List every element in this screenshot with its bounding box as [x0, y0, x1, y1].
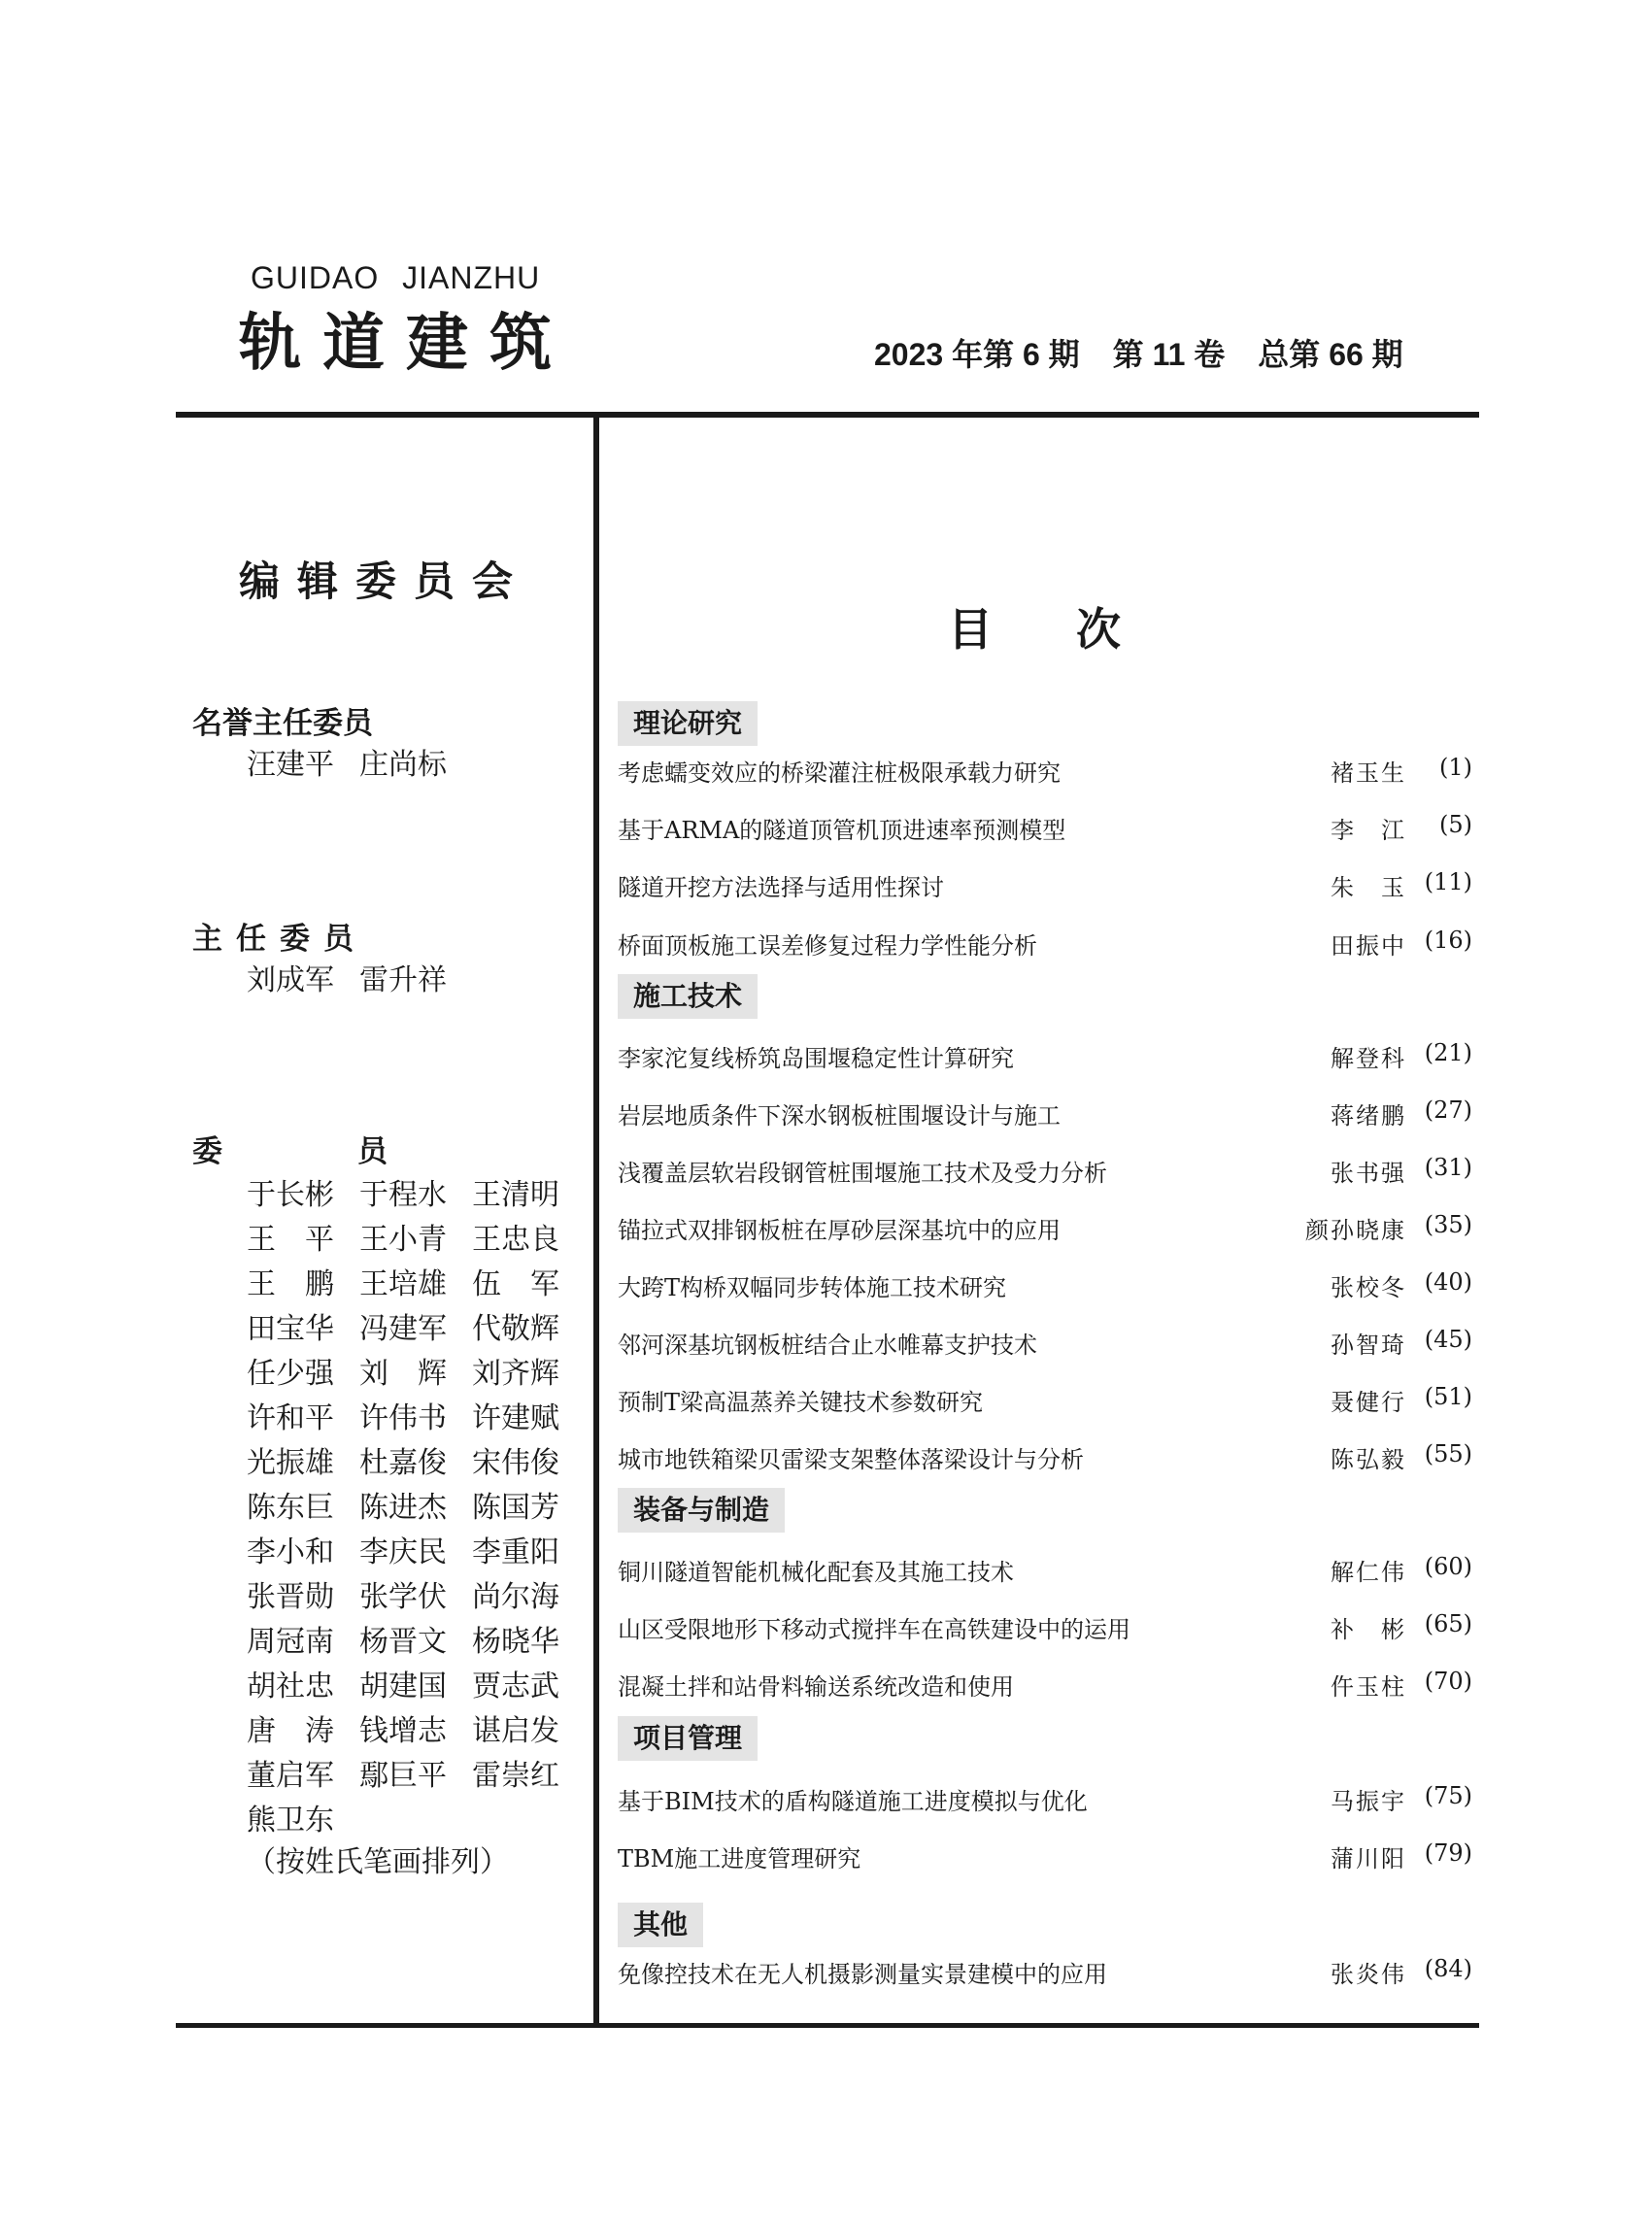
person-name: 许建赋 — [472, 1401, 559, 1435]
toc-entry — [618, 1326, 1472, 1365]
person-name: 贾志武 — [472, 1670, 559, 1703]
article-page: (35) — [1424, 1211, 1472, 1238]
person-name: 尚尔海 — [472, 1580, 559, 1614]
person-name: 王 鹏 — [247, 1267, 334, 1301]
article-author: 补 彬 — [1331, 1616, 1406, 1643]
members-row — [247, 1438, 577, 1483]
person-name: 刘成军 — [247, 963, 334, 997]
total-issue: 总第 66 期 — [1258, 337, 1403, 372]
article-author: 蒋绪鹏 — [1331, 1102, 1406, 1130]
toc-section-heading: 理论研究 — [618, 701, 758, 746]
toc-entry — [618, 1096, 1472, 1135]
article-title: 桥面顶板施工误差修复过程力学性能分析 — [618, 932, 1037, 960]
article-page: (75) — [1424, 1782, 1472, 1809]
toc-title: 目次 — [948, 603, 1204, 656]
article-page: (70) — [1424, 1668, 1472, 1695]
year-issue: 2023 年第 6 期 — [874, 337, 1080, 372]
person-name: 陈东巨 — [247, 1491, 334, 1525]
person-name: 王 平 — [247, 1223, 334, 1257]
toc-entry — [618, 927, 1472, 965]
person-name: 任少强 — [247, 1357, 334, 1391]
article-title: 锚拉式双排钢板桩在厚砂层深基坑中的应用 — [618, 1217, 1061, 1244]
bottom-rule — [176, 2023, 1479, 2028]
article-page: (40) — [1424, 1268, 1472, 1296]
article-title: 山区受限地形下移动式搅拌车在高铁建设中的运用 — [618, 1616, 1130, 1643]
toc-entry — [618, 1211, 1472, 1250]
article-title: 隧道开挖方法选择与适用性探讨 — [618, 874, 944, 901]
article-author: 蒲川阳 — [1331, 1845, 1406, 1872]
person-name: 于程水 — [359, 1178, 447, 1212]
person-name: 宋伟俊 — [472, 1446, 559, 1480]
director-label: 主任委员 — [192, 922, 367, 957]
article-page: (16) — [1424, 927, 1472, 954]
person-name: 汪建平 — [247, 748, 334, 782]
person-name: 张学伏 — [359, 1580, 447, 1614]
toc-entry — [618, 1782, 1472, 1821]
article-author: 陈弘毅 — [1331, 1446, 1406, 1473]
person-name: 杨晓华 — [472, 1625, 559, 1659]
members-row — [247, 1617, 577, 1662]
person-name: 董启军 — [247, 1759, 334, 1793]
person-name: 于长彬 — [247, 1178, 334, 1212]
person-name: 雷升祥 — [359, 963, 447, 997]
ordering-note: （按姓氏笔画排列） — [247, 1845, 509, 1879]
toc-section-heading: 项目管理 — [618, 1716, 758, 1761]
person-name: 光振雄 — [247, 1446, 334, 1480]
article-page: (65) — [1424, 1610, 1472, 1637]
toc-entry — [618, 1955, 1472, 1994]
article-title: 邻河深基坑钢板桩结合止水帷幕支护技术 — [618, 1332, 1037, 1359]
issue-info — [874, 330, 1418, 375]
toc-entry — [618, 1553, 1472, 1592]
toc-entry — [618, 1154, 1472, 1193]
article-title: 浅覆盖层软岩段钢管桩围堰施工技术及受力分析 — [618, 1160, 1107, 1187]
article-title: 铜川隧道智能机械化配套及其施工技术 — [618, 1559, 1014, 1586]
members-row — [247, 1528, 577, 1572]
article-author: 张校冬 — [1331, 1274, 1406, 1301]
person-name: 伍 军 — [472, 1267, 559, 1301]
toc-entry — [618, 1039, 1472, 1078]
person-name: 杜嘉俊 — [359, 1446, 447, 1480]
article-title: 免像控技术在无人机摄影测量实景建模中的应用 — [618, 1961, 1107, 1988]
article-page: (27) — [1424, 1096, 1472, 1124]
article-author: 张炎伟 — [1331, 1961, 1406, 1988]
toc-section-heading: 其他 — [618, 1903, 703, 1947]
article-title: 城市地铁箱梁贝雷梁支架整体落梁设计与分析 — [618, 1446, 1084, 1473]
article-title: 基于BIM技术的盾构隧道施工进度模拟与优化 — [618, 1788, 1088, 1815]
person-name: 陈进杰 — [359, 1491, 447, 1525]
article-author: 张书强 — [1331, 1160, 1406, 1187]
person-name: 李重阳 — [472, 1535, 559, 1569]
person-name: 胡建国 — [359, 1670, 447, 1703]
members-label-char: 委 — [192, 1134, 222, 1169]
toc-entry — [618, 1610, 1472, 1649]
members-row — [247, 1796, 577, 1840]
members-row — [247, 1483, 577, 1528]
toc-entry — [618, 1268, 1472, 1307]
article-author: 仵玉柱 — [1331, 1673, 1406, 1701]
article-page: (5) — [1439, 811, 1472, 838]
top-rule — [176, 412, 1479, 418]
toc-entry — [618, 754, 1472, 793]
article-author: 马振宇 — [1331, 1788, 1406, 1815]
members-row — [247, 1572, 577, 1617]
volume: 第 11 卷 — [1112, 337, 1226, 372]
column-divider — [593, 416, 599, 2026]
person-name: 王忠良 — [472, 1223, 559, 1257]
article-author: 朱 玉 — [1331, 874, 1406, 901]
toc-entry — [618, 811, 1472, 850]
members-row — [247, 1662, 577, 1706]
article-author: 颜孙晓康 — [1305, 1217, 1406, 1244]
person-name: 冯建军 — [359, 1312, 447, 1346]
journal-title: 轨道建筑 — [239, 308, 573, 380]
article-page: (21) — [1424, 1039, 1472, 1066]
members-row — [247, 1394, 577, 1438]
person-name: 张晋勋 — [247, 1580, 334, 1614]
article-page: (45) — [1424, 1326, 1472, 1353]
article-title: TBM施工进度管理研究 — [618, 1845, 861, 1872]
person-name: 许和平 — [247, 1401, 334, 1435]
person-name: 杨晋文 — [359, 1625, 447, 1659]
toc-entry — [618, 1839, 1472, 1878]
article-page: (60) — [1424, 1553, 1472, 1580]
person-name: 王培雄 — [359, 1267, 447, 1301]
members-row — [247, 1751, 577, 1796]
members-row — [247, 1349, 577, 1394]
toc-entry — [618, 868, 1472, 907]
members-row — [247, 1170, 577, 1215]
honorary-names — [247, 740, 577, 785]
article-author: 解仁伟 — [1331, 1559, 1406, 1586]
person-name: 谌启发 — [472, 1714, 559, 1748]
person-name: 许伟书 — [359, 1401, 447, 1435]
person-name: 王清明 — [472, 1178, 559, 1212]
article-title: 岩层地质条件下深水钢板桩围堰设计与施工 — [618, 1102, 1061, 1130]
article-page: (31) — [1424, 1154, 1472, 1181]
person-name: 李庆民 — [359, 1535, 447, 1569]
article-page: (51) — [1424, 1383, 1472, 1410]
person-name: 代敬辉 — [472, 1312, 559, 1346]
toc-entry — [618, 1668, 1472, 1706]
person-name: 钱增志 — [359, 1714, 447, 1748]
article-page: (84) — [1424, 1955, 1472, 1982]
person-name: 鄢巨平 — [359, 1759, 447, 1793]
toc-entry — [618, 1383, 1472, 1422]
members-row — [247, 1260, 577, 1304]
article-page: (79) — [1424, 1839, 1472, 1867]
article-title: 预制T梁高温蒸养关键技术参数研究 — [618, 1389, 984, 1416]
toc-entry — [618, 1440, 1472, 1479]
members-row — [247, 1304, 577, 1349]
article-title: 李家沱复线桥筑岛围堰稳定性计算研究 — [618, 1045, 1014, 1072]
person-name: 陈国芳 — [472, 1491, 559, 1525]
editorial-board-title: 编辑委员会 — [239, 557, 531, 605]
person-name: 唐 涛 — [247, 1714, 334, 1748]
person-name: 胡社忠 — [247, 1670, 334, 1703]
article-author: 解登科 — [1331, 1045, 1406, 1072]
article-title: 考虑蠕变效应的桥梁灌注桩极限承载力研究 — [618, 759, 1061, 787]
person-name: 雷崇红 — [472, 1759, 559, 1793]
honorary-director-label: 名誉主任委员 — [192, 706, 373, 741]
toc-section-heading: 施工技术 — [618, 974, 758, 1019]
journal-pinyin-name: GUIDAO JIANZHU — [251, 260, 541, 295]
person-name: 王小青 — [359, 1223, 447, 1257]
director-names — [247, 956, 577, 1000]
person-name: 田宝华 — [247, 1312, 334, 1346]
article-title: 基于ARMA的隧道顶管机顶进速率预测模型 — [618, 817, 1066, 844]
members-label — [192, 1127, 561, 1170]
article-author: 褚玉生 — [1331, 759, 1406, 787]
members-row — [247, 1706, 577, 1751]
article-page: (55) — [1424, 1440, 1472, 1467]
article-page: (1) — [1439, 754, 1472, 781]
toc-section-heading: 装备与制造 — [618, 1488, 785, 1533]
person-name: 庄尚标 — [359, 748, 447, 782]
article-author: 田振中 — [1331, 932, 1406, 960]
person-name: 周冠南 — [247, 1625, 334, 1659]
person-name: 熊卫东 — [247, 1804, 334, 1838]
article-title: 大跨T构桥双幅同步转体施工技术研究 — [618, 1274, 1007, 1301]
person-name: 李小和 — [247, 1535, 334, 1569]
members-row — [247, 1215, 577, 1260]
article-author: 聂健行 — [1331, 1389, 1406, 1416]
person-name: 刘齐辉 — [472, 1357, 559, 1391]
article-author: 李 江 — [1331, 817, 1406, 844]
person-name: 刘 辉 — [359, 1357, 447, 1391]
article-page: (11) — [1424, 868, 1472, 895]
article-author: 孙智琦 — [1331, 1332, 1406, 1359]
article-title: 混凝土拌和站骨料输送系统改造和使用 — [618, 1673, 1014, 1701]
members-label-char: 员 — [357, 1134, 388, 1169]
